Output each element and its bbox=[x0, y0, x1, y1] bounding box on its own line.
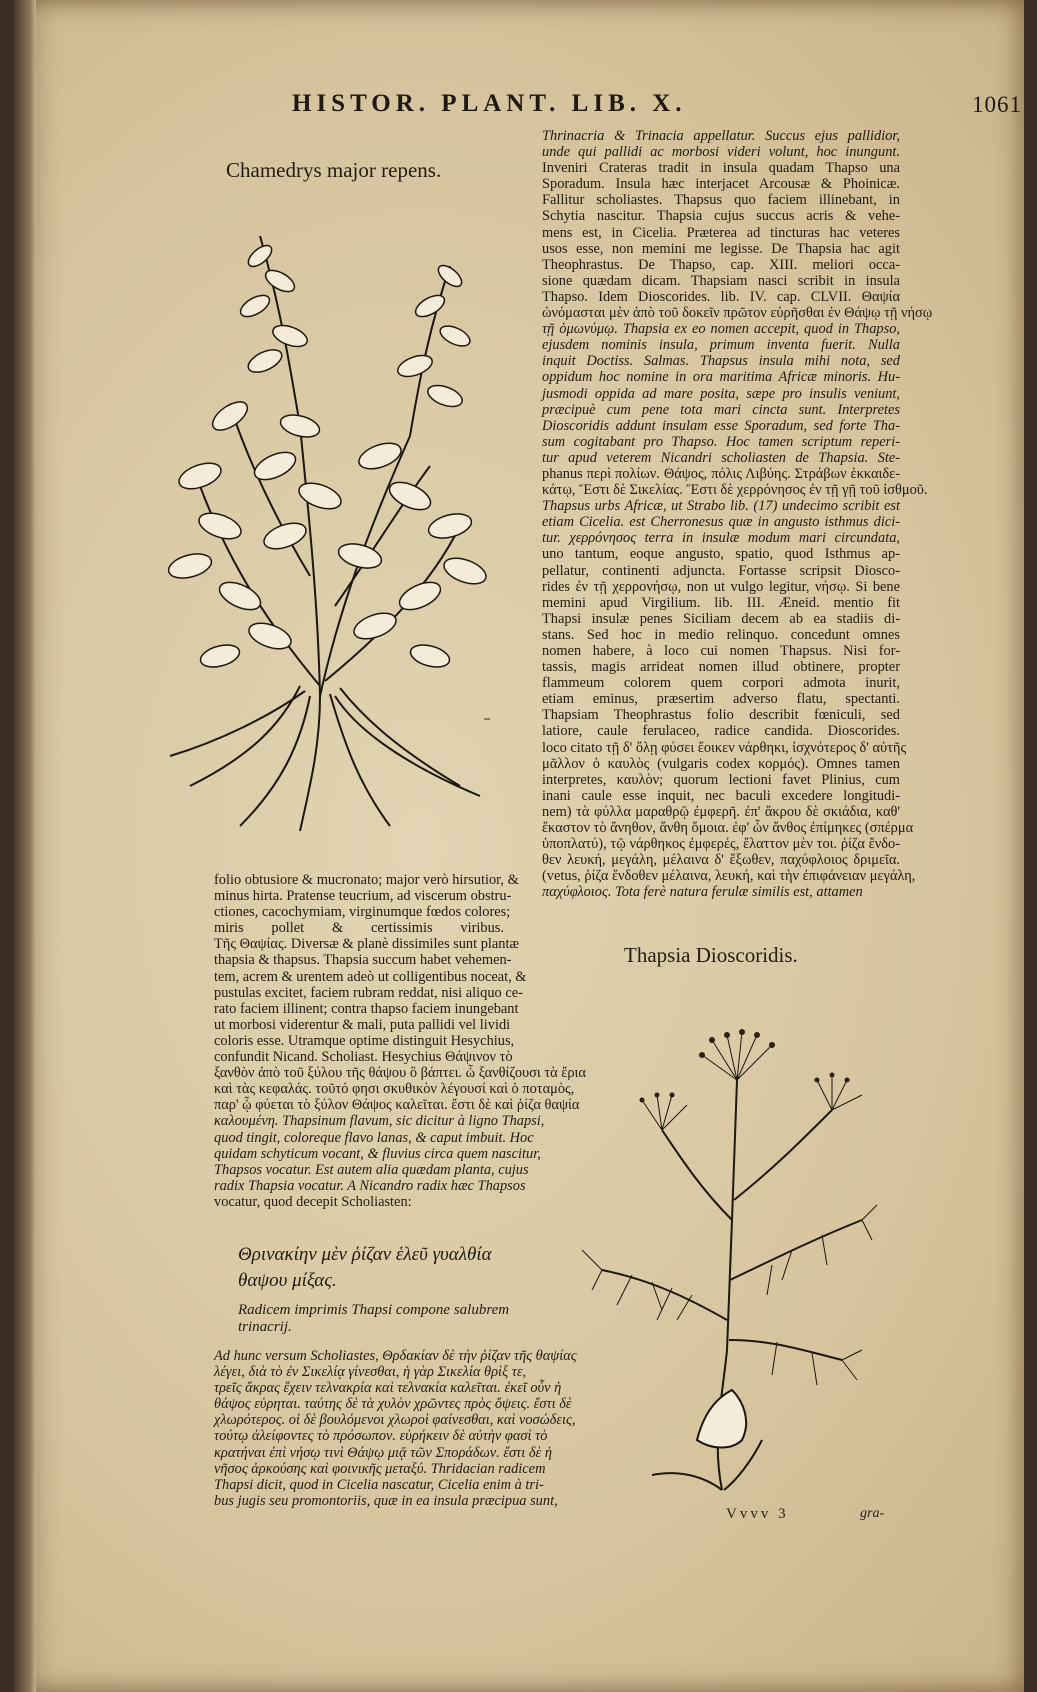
text-line: Theophrastus. De Thapso, cap. XIII. meliori occa- bbox=[542, 256, 900, 273]
text-line: oppidum hoc nomine in ora maritima Africæ minoris. Hu- bbox=[542, 369, 900, 386]
greek-verse: Θρινακίην μὲν ῥίζαν ἑλεῦ γυαλθία θαψου μίξας. bbox=[238, 1244, 492, 1291]
text-line: ὑποπλατύ), τῷ νάρθηκος ἐμφερές, ἔλαττον μὲν τοι. ῥίζα ἔνδο- bbox=[542, 836, 900, 853]
figure-caption-thapsia: Thapsia Dioscoridis. bbox=[624, 943, 798, 967]
figure-caption-chamedrys: Chamedrys major repens. bbox=[226, 158, 442, 182]
text-line: tem, acrem & urentem adeò ut colligentibus noceat, & bbox=[214, 968, 527, 985]
text-line: inani caule esse inquit, nec baculi excedere longitudi- bbox=[542, 787, 900, 804]
text-line: nomen habere, à loco cui nomen Thapsus. Nisi for- bbox=[542, 643, 900, 659]
text-line: folio obtusiore & mucronato; major verò hirsutior, & bbox=[214, 872, 519, 888]
text-line: stans. Sed hoc in medio relinquo. concedunt omnes bbox=[542, 626, 900, 643]
text-line: bus jugis seu promontoriis, quæ in ea insula præcipua sunt, bbox=[214, 1492, 558, 1509]
text-line: rato faciem illinent; contra thapso faciem inungebant bbox=[214, 1000, 519, 1017]
text-line: phanus περὶ πολίων. Θάψος, πόλις Λιβύης. Στράβων ἑκκαιδε- bbox=[542, 465, 900, 482]
text-line: mens est, in Cicelia. Præterea ad tincturas hac veteres bbox=[542, 224, 900, 241]
text-line: confundit Nicand. Scholiast. Hesychius Θάψινον τὸ bbox=[214, 1049, 513, 1066]
signature-mark: Vvvv 3 bbox=[726, 1506, 789, 1522]
text-line: χλωρότερος. οἱ δὲ βουλόμενοι χλωροὶ φαίνεσθαι, καὶ νοσώδεις, bbox=[214, 1412, 576, 1429]
text-line: latiore, caule ferulaceo, radice candida. Dioscorides. bbox=[542, 723, 900, 740]
text-line: Thapsiam Theophrastus folio describit fœniculi, sed bbox=[542, 707, 900, 724]
left-column-text-bottom bbox=[214, 1348, 577, 1509]
text-line: Thapsi dicit, quod in Cicelia nascatur, Cicelia enim à tri- bbox=[214, 1476, 544, 1493]
text-line: Fallitur scholiastes. Thapsus quo faciem illinebant, in bbox=[542, 192, 900, 209]
text-line: quod tingit, coloreque flavo lanas, & caput imbuit. Hoc bbox=[214, 1129, 534, 1146]
text-line: ἕκαστον τὸ ἄνηθον, ἄνθη ὅμοια. ἐφ' ὧν ἄνθος ἐπίμηκες (σπέρμα bbox=[542, 820, 914, 837]
left-column-text-top bbox=[214, 872, 586, 1210]
catchword: gra- bbox=[860, 1506, 885, 1521]
text-line: Thapso. Idem Dioscorides. lib. IV. cap. CLVII. Θαψία bbox=[542, 288, 900, 305]
text-line: sione quædam dicam. Thapsiam nasci scribit in insula bbox=[542, 272, 900, 289]
text-line: etiam Cicelia. est Cherronesus quæ in angusto isthmus dici- bbox=[542, 514, 900, 531]
text-line: παχύφλοιος. Tota ferè natura ferulæ similis est, attamen bbox=[542, 884, 863, 901]
text-line: sum cogitabant pro Thapso. Hoc tamen scriptum reperi- bbox=[542, 433, 900, 450]
text-line: Thrinacria & Trinacia appellatur. Succus ejus pallidior, bbox=[542, 128, 900, 144]
text-line: Inveniri Crateras tradit in insula quadam Thapso una bbox=[542, 160, 900, 177]
text-line: usos esse, non memini me legisse. De Thapsia hac agit bbox=[542, 240, 900, 257]
chamedrys-plant-illustration bbox=[160, 226, 490, 836]
text-line: rides ἐν τῇ χερρονήσῳ, non ut vulgo legitur, νήσῳ. Si bene bbox=[542, 578, 900, 595]
text-line: καλουμένη. Thapsinum flavum, sic dicitur à ligno Thapsi, bbox=[214, 1113, 545, 1130]
marginal-mark bbox=[484, 718, 490, 720]
text-line: etiam eminus, præsertim adverso flatu, spectanti. bbox=[542, 691, 900, 708]
text-line: τῇ ὁμωνύμῳ. Thapsia ex eo nomen accepit, quod in Thapso, bbox=[542, 321, 900, 338]
text-line: θάψος εὑρηται. ταύτης δὲ τὰ χυλὸν χρῶντες πρὸς ὄψεις. ἔστι δὲ bbox=[214, 1396, 572, 1413]
text-line: flammeum colorem quem corpori admota inurit, bbox=[542, 675, 900, 692]
book-spine bbox=[14, 0, 36, 1692]
text-line: interpretes, καυλὸν; quorum lectioni favet Plinius, cum bbox=[542, 771, 900, 788]
text-line: unde qui pallidi ac morbosi videri volunt, hoc inungunt. bbox=[542, 144, 900, 161]
text-line: præcipuè cum pene tota mari cincta sunt. Interpretes bbox=[542, 401, 900, 418]
text-line: quidam schyticum vocant, & fluvius circa quem nascitur, bbox=[214, 1145, 541, 1162]
text-line: μᾶλλον ὁ καυλὸς (vulgaris codex κορμός). Omnes tamen bbox=[542, 755, 900, 772]
latin-verse: Radicem imprimis Thapsi compone salubrem trinacrij. bbox=[238, 1302, 510, 1335]
text-line: coloris esse. Utramque optime distinguit Hesychius, bbox=[214, 1032, 515, 1049]
text-line: νῆσος ἀρκούσης καὶ φοινικῆς μεταξύ. Thridacian radicem bbox=[214, 1460, 546, 1477]
text-line: τρεῖς ἄκρας ἔχειν τελνακρία καὶ τελνακία καλεῖται. ἐκεῖ οὖν ἡ bbox=[214, 1380, 562, 1397]
text-line: λέγει, διὰ τὸ ἐν Σικελίᾳ γίνεσθαι, ἡ γὰρ Σικελία θρὶξ τε, bbox=[214, 1364, 527, 1381]
running-head bbox=[292, 90, 1022, 124]
thapsia-plant-illustration bbox=[572, 1020, 882, 1490]
text-line: inquit Doctiss. Salmas. Thapsus insula mihi nota, sed bbox=[542, 353, 900, 370]
text-line: thapsia & thapsus. Thapsia succum habet vehemen- bbox=[214, 952, 512, 969]
text-line: Sporadum. Insula hæc interjacet Arcousæ & Phoinicæ. bbox=[542, 176, 900, 193]
text-line: jusmodi oppida ad mare posita, sæpe pro insulis veniunt, bbox=[542, 385, 900, 402]
text-line: memini apud Virgilium. lib. III. Æneid. mentio fit bbox=[542, 594, 900, 611]
text-line: καὶ τὰς κεφαλάς. τοῦτό φησι σκυθικὸν λέγουσί καὶ ὁ ποταμὸς, bbox=[214, 1081, 575, 1098]
text-line: uno tantum, eoque angusto, spatio, quod Isthmus ap- bbox=[542, 546, 900, 563]
text-line: κάτῳ, Ἔστι δὲ Σικελίας. Ἔστι δὲ χερρόνησος ἐν τῇ γῇ τοῦ ἰσθμοῦ. bbox=[542, 482, 928, 499]
text-line: tur apud veterem Nicandri scholiasten de Thapsia. Ste- bbox=[542, 449, 900, 466]
text-line: ut morbosi viderentur & mali, puta pallidi vel lividi bbox=[214, 1016, 511, 1033]
text-line: Thapsi insulæ penes Siciliam decem ab ea stadiis di- bbox=[542, 610, 900, 627]
text-line: nem) τὰ φύλλα μαραθρῷ ἐμφερῆ. ἐπ' ἄκρου δὲ σκιάδια, καθ' bbox=[542, 803, 900, 820]
text-line: ὠνόμασται μὲν ἀπὸ τοῦ δοκεῖν πρῶτον εὑρῆσθαι ἐν Θάψῳ τῇ νήσῳ bbox=[542, 305, 933, 322]
text-line: ejusdem nominis insula, primum inventa fuerit. Nulla bbox=[542, 337, 900, 354]
text-line: κρατήναι ἐπὶ νήσῳ τινὶ Θάψῳ μιᾷ τῶν Σποράδων. ἔστι δὲ ἡ bbox=[214, 1444, 552, 1461]
text-line: loco citato τῇ δ' ὅλῃ φύσει ἔοικεν νάρθηκι, ἰσχνότερος δ' αὐτῆς bbox=[542, 739, 907, 756]
text-line: ctiones, cacochymiam, virginumque fœdos colores; bbox=[214, 904, 511, 921]
text-line: pustulas excitet, faciem rubram reddat, nisi aliquo ce- bbox=[214, 984, 523, 1001]
text-line: Τῆς Θαψίας. Diversæ & planè dissimiles sunt plantæ bbox=[214, 936, 520, 953]
text-line: παρ' ᾧ φύεται τὸ ξύλον Θάψος καλεῖται. ἔστι δὲ καὶ ῥίζα θαψία bbox=[214, 1097, 580, 1114]
text-line: miris pollet & certissimis viribus. bbox=[214, 920, 504, 937]
text-line: Dioscoridis addunt insulam esse Sporadum, sed forte Tha- bbox=[542, 417, 900, 434]
text-line: (vetus, ῥίζα ἔνδοθεν μέλαινα, λευκή, καὶ τὴν ἐπιφάνειαν μεγάλη, bbox=[542, 868, 916, 885]
running-head-title: HISTOR. PLANT. LIB. X. bbox=[292, 90, 687, 117]
text-line: Schytia nascitur. Thapsia cujus succus acris & vehe- bbox=[542, 208, 900, 225]
page-number: 1061 bbox=[972, 92, 1022, 117]
text-line: minus hirta. Pratense teucrium, ad viscerum obstru- bbox=[214, 888, 512, 905]
text-line: radix Thapsia vocatur. A Nicandro radix hæc Thapsos bbox=[214, 1177, 526, 1194]
text-line: pellatur, continenti adjuncta. Fortasse scripsit Diosco- bbox=[542, 562, 900, 579]
text-line: θεν λευκή, μεγάλη, μέλαινα δ' ἔξωθεν, παχύφλοιος δριμεῖα. bbox=[542, 852, 900, 869]
text-line: ξανθὸν ἀπὸ τοῦ ξύλου τῆς θάψου ὃ βάπτει. ὦ ξανθίζουσι τὰ ἔρια bbox=[214, 1065, 586, 1082]
text-line: Thapsus urbs Africæ, ut Strabo lib. (17) undecimo scribit est bbox=[542, 498, 900, 515]
text-line: Thapsos vocatur. Est autem alia quædam planta, cujus bbox=[214, 1161, 529, 1178]
text-line: Ad hunc versum Scholiastes, Θρδακίαν δὲ τὴν ῥίζαν τῆς θαψίας bbox=[214, 1348, 577, 1364]
text-line: vocatur, quod decepit Scholiasten: bbox=[214, 1193, 412, 1210]
right-column-text bbox=[542, 128, 933, 901]
text-line: τούτῳ ἀλείφοντες τὸ πρόσωπον. εὑρήκειν δὲ αὐτὴν φασὶ τὸ bbox=[214, 1428, 548, 1445]
text-line: tassis, magis arrideat nomen illud obtinere, propter bbox=[542, 659, 900, 676]
text-line: tur. χερρόνησος terra in insulæ modum mari circundata, bbox=[542, 530, 900, 547]
book-page bbox=[14, 0, 1024, 1692]
